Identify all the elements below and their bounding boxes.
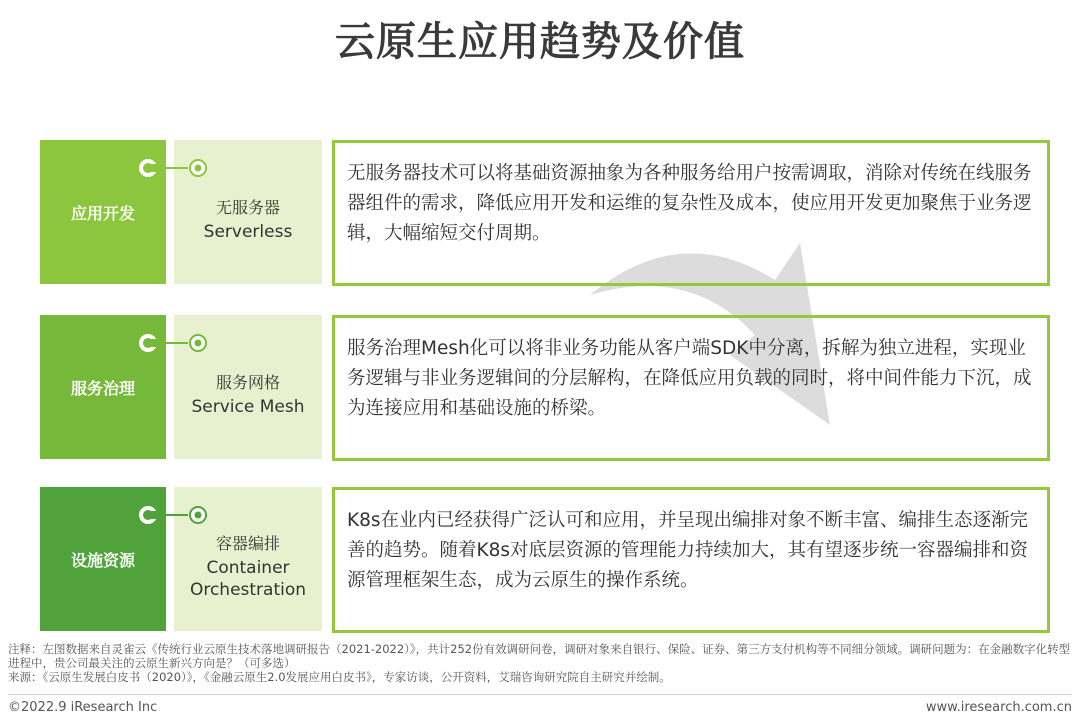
connector-icon <box>138 505 210 525</box>
tech-cn-label: 容器编排 <box>215 534 280 553</box>
footer-copyright: ©2022.9 iResearch Inc <box>8 700 158 715</box>
tech-cn-label: 无服务器 <box>215 198 280 217</box>
tech-en-label-line1: Container <box>206 558 290 578</box>
tech-en-label: Serverless <box>203 222 293 242</box>
footer-divider <box>8 694 1072 695</box>
row-app-dev <box>40 140 1050 284</box>
description-box <box>332 315 1050 461</box>
category-label: 设施资源 <box>70 550 135 570</box>
description-box <box>332 140 1050 286</box>
tech-en-label-line2: Orchestration <box>189 580 307 600</box>
footnote-note: 注释：左图数据来自灵雀云《传统行业云原生技术落地调研报告（2021-2022）》，共计252份有效调研问卷，调研对象来自银行、保险、证券、第三方支付机构等不同细分领域。调研问题为：在金融数字化转型进程中，贵公司最关注的云原生新兴方向是？（可多选） <box>8 642 1071 670</box>
row-infrastructure <box>40 487 1050 631</box>
description-box <box>332 487 1050 633</box>
category-label: 服务治理 <box>70 378 135 398</box>
description-text: K8s在业内已经获得广泛认可和应用，并呈现出编排对象不断丰富、编排生态逐渐完善的趋势。随着K8s对底层资源的管理能力持续加大，其有望逐步统一容器编排和资源管理框架生态，成为云原生的操作系统。 <box>347 510 1029 591</box>
footnote-source: 来源：《云原生发展白皮书（2020）》，《金融云原生2.0发展应用白皮书》，专家访谈，公开资料，艾瑞咨询研究院自主研究并绘制。 <box>8 670 671 684</box>
page-title: 云原生应用趋势及价值 <box>335 19 745 65</box>
connector-icon <box>138 158 210 178</box>
connector-icon <box>138 333 210 353</box>
category-label: 应用开发 <box>70 203 135 223</box>
description-text: 无服务器技术可以将基础资源抽象为各种服务给用户按需调取，消除对传统在线服务器组件的需求，降低应用开发和运维的复杂性及成本，使应用开发更加聚焦于业务逻辑，大幅缩短交付周期。 <box>347 163 1032 244</box>
footer-website: www.iresearch.com.cn <box>925 700 1072 715</box>
description-text: 服务治理Mesh化可以将非业务功能从客户端SDK中分离，拆解为独立进程，实现业务逻辑与非业务逻辑间的分层解构，在降低应用负载的同时，将中间件能力下沉，成为连接应用和基础设施的桥梁。 <box>347 338 1032 419</box>
tech-cn-label: 服务网格 <box>215 373 280 392</box>
row-service-governance <box>40 315 1050 459</box>
footnotes <box>8 642 1072 684</box>
tech-en-label: Service Mesh <box>191 397 305 417</box>
